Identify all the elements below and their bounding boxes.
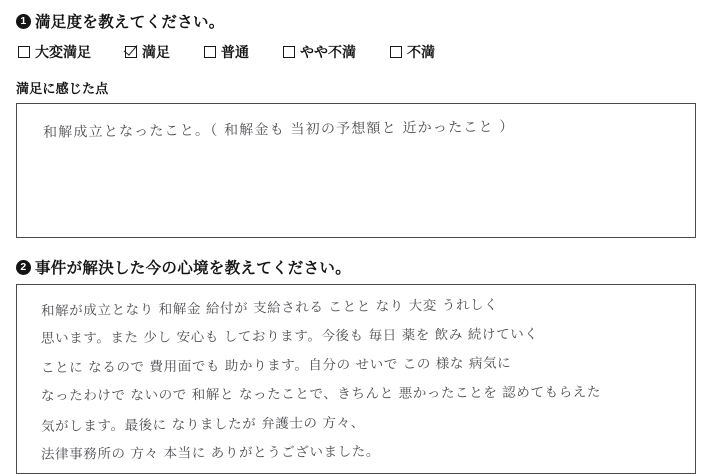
question-1-text: 満足度を教えてください。 <box>35 14 225 31</box>
answer-box-question-2[interactable] <box>16 284 696 474</box>
handwriting-line: 法律事務所の 方々 本当に ありがとうございました。 <box>40 443 381 463</box>
handwriting-line: 気がします。最後に なりましたが 弁護士の 方々、 <box>40 414 365 435</box>
option-neutral[interactable] <box>204 42 249 62</box>
option-label-very-satisfied: 大変満足 <box>35 44 91 60</box>
question-1-heading <box>16 10 696 32</box>
checkbox-satisfied[interactable] <box>125 46 137 58</box>
option-label-dissatisfied: 不満 <box>407 44 435 60</box>
handwriting-line: 思います。また 少し 安心も しております。今後も 毎日 薬を 飲み 続けていく <box>40 326 539 347</box>
handwriting-line: なったわけで ないので 和解と なったことで、きちんと 悪かったことを 認めてもらえた <box>40 384 602 405</box>
option-label-satisfied: 満足 <box>142 44 170 60</box>
satisfaction-reason-label: 満足に感じた点 <box>16 81 109 96</box>
question-2-text: 事件が解決した今の心境を教えてください。 <box>35 260 352 277</box>
option-somewhat-dissatisfied[interactable] <box>283 42 356 62</box>
question-1-number: 1 <box>16 14 31 29</box>
handwriting-line: 和解が成立となり 和解金 給付が 支給される ことと なり 大変 うれしく <box>40 297 499 320</box>
checkbox-very-satisfied[interactable] <box>18 46 30 58</box>
option-satisfied[interactable] <box>125 42 170 62</box>
question-2-heading <box>16 256 696 278</box>
satisfaction-options <box>16 42 696 62</box>
checkbox-neutral[interactable] <box>204 46 216 58</box>
checkbox-dissatisfied[interactable] <box>390 46 402 58</box>
option-label-somewhat-dissatisfied: やや不満 <box>300 44 356 60</box>
option-dissatisfied[interactable] <box>390 42 435 62</box>
question-2-number: 2 <box>16 260 31 275</box>
option-label-neutral: 普通 <box>221 44 249 60</box>
handwriting-line: 和解成立となったこと。（ 和解金も 当初の予想額と 近かったこと ） <box>42 119 515 141</box>
answer-box-question-1[interactable] <box>16 103 696 238</box>
handwriting-line: ことに なるので 費用面でも 助かります。自分の せいで この 様な 病気に <box>40 355 512 377</box>
option-very-satisfied[interactable] <box>18 42 91 62</box>
checkbox-somewhat-dissatisfied[interactable] <box>283 46 295 58</box>
